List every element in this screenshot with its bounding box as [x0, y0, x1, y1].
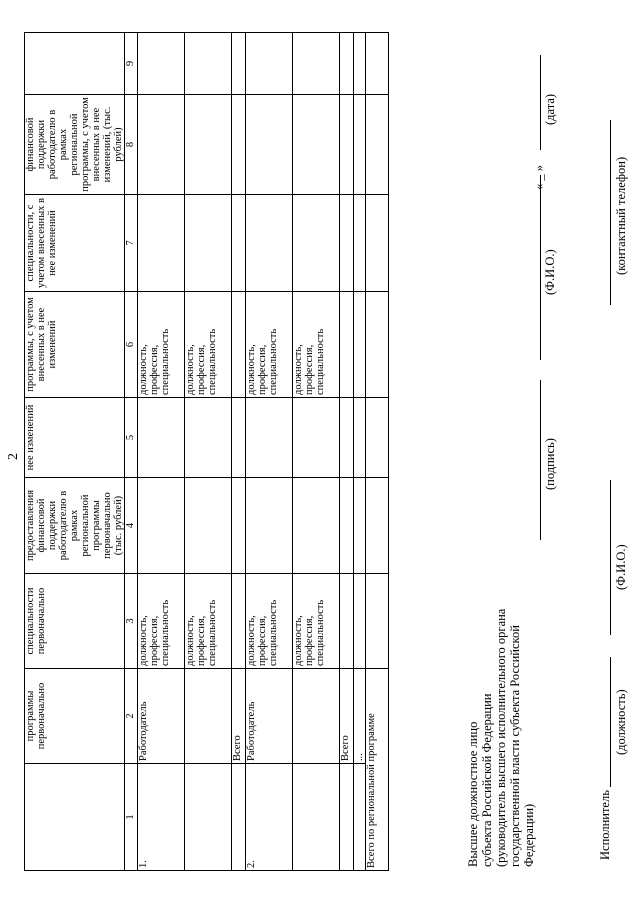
position-caption: (должность): [614, 689, 628, 755]
employer-cell: Работодатель: [246, 669, 293, 764]
row-index-cell: 2.: [246, 764, 293, 871]
empty-cell: [354, 764, 366, 871]
table-row: [185, 33, 232, 871]
empty-cell: [366, 95, 389, 195]
col-number: 5: [125, 398, 138, 478]
ellipsis-label: ...: [354, 669, 366, 764]
column-numbers-row: [125, 33, 138, 871]
row-index-cell: 1.: [138, 764, 185, 871]
signature-caption: (подпись): [543, 438, 557, 490]
empty-cell: [232, 764, 246, 871]
position-cell: должность, профессия, специальность: [185, 574, 232, 669]
empty-cell: [232, 574, 246, 669]
col-number: 7: [125, 195, 138, 292]
empty-cell: [366, 292, 389, 398]
position-cell: должность, профессия, специальность: [246, 574, 293, 669]
empty-cell: [293, 478, 340, 574]
col-number: 3: [125, 574, 138, 669]
official-line: Федерации): [522, 803, 536, 867]
program-table: [24, 32, 389, 871]
official-line: Высшее должностное лицо: [466, 721, 480, 867]
col-number: 2: [125, 669, 138, 764]
phone-caption: (контактный телефон): [614, 156, 628, 275]
empty-cell: [354, 95, 366, 195]
empty-cell: [246, 195, 293, 292]
empty-cell: [232, 95, 246, 195]
empty-cell: [293, 195, 340, 292]
empty-cell: [185, 478, 232, 574]
empty-cell: [138, 95, 185, 195]
empty-cell: [293, 95, 340, 195]
empty-cell: [293, 669, 340, 764]
empty-cell: [340, 478, 354, 574]
page-number: 2: [6, 453, 21, 460]
empty-cell: [185, 195, 232, 292]
employer-cell: Работодатель: [138, 669, 185, 764]
empty-cell: [354, 292, 366, 398]
col-number: 8: [125, 95, 138, 195]
header-col-1: [25, 764, 125, 871]
header-col-7: специальности, с учетом внесенных в нее изменений: [25, 195, 125, 292]
empty-cell: [246, 478, 293, 574]
table-row: [138, 33, 185, 871]
empty-cell: [232, 292, 246, 398]
table-row: [293, 33, 340, 871]
col-number: 4: [125, 478, 138, 574]
empty-cell: [232, 33, 246, 95]
header-col-2: программы первоначально: [25, 669, 125, 764]
executor-label: Исполнитель: [598, 790, 612, 860]
empty-cell: [354, 33, 366, 95]
empty-cell: [366, 478, 389, 574]
empty-cell: [232, 398, 246, 478]
official-line: (руководитель высшего исполнительного органа: [494, 608, 508, 867]
table-row: [246, 33, 293, 871]
position-cell: должность, профессия, специальность: [246, 292, 293, 398]
fio-line: [540, 175, 541, 360]
empty-cell: [185, 95, 232, 195]
empty-cell: [246, 398, 293, 478]
empty-cell: [246, 95, 293, 195]
empty-cell: [340, 33, 354, 95]
empty-cell: [138, 195, 185, 292]
col-number: 6: [125, 292, 138, 398]
position-line: [610, 657, 611, 787]
empty-cell: [185, 33, 232, 95]
fio-caption: (Ф.И.О.): [543, 249, 557, 295]
empty-cell: [185, 764, 232, 871]
grand-total-label: Всего по региональной программе: [366, 669, 389, 871]
executor-fio-line: [610, 480, 611, 635]
header-col-6: программы, с учетом внесенных в нее изменений: [25, 292, 125, 398]
table-row-total: [232, 33, 246, 871]
empty-cell: [340, 398, 354, 478]
empty-cell: [138, 398, 185, 478]
empty-cell: [354, 574, 366, 669]
empty-cell: [366, 33, 389, 95]
table-row-ellipsis: [354, 33, 366, 871]
official-line: субъекта Российской Федерации: [480, 693, 494, 867]
empty-cell: [366, 574, 389, 669]
position-cell: должность, профессия, специальность: [138, 292, 185, 398]
empty-cell: [354, 398, 366, 478]
official-title-block: [466, 609, 536, 867]
empty-cell: [185, 669, 232, 764]
position-cell: должность, профессия, специальность: [138, 574, 185, 669]
empty-cell: [366, 195, 389, 292]
date-line: [540, 55, 541, 150]
position-cell: должность, профессия, специальность: [293, 292, 340, 398]
empty-cell: [246, 33, 293, 95]
executor-fio-caption: (Ф.И.О.): [614, 544, 628, 590]
total-label: Всего: [232, 669, 246, 764]
table-row-grand-total: [366, 33, 389, 871]
date-caption: (дата): [543, 93, 557, 125]
empty-cell: [340, 764, 354, 871]
empty-cell: [138, 33, 185, 95]
official-line: государственной власти субъекта Российской: [508, 625, 522, 867]
empty-cell: [293, 33, 340, 95]
phone-line: [610, 120, 611, 305]
position-cell: должность, профессия, специальность: [185, 292, 232, 398]
empty-cell: [293, 764, 340, 871]
header-col-8: финансовой поддержки работодателю в рамках региональной программы, с учетом внесенных в нее изменений, (тыс. рублей): [25, 95, 125, 195]
total-label: Всего: [340, 669, 354, 764]
header-col-3: специальности первоначально: [25, 574, 125, 669]
signature-line: [540, 380, 541, 540]
table-row-total: [340, 33, 354, 871]
date-quotes: « _ »: [532, 165, 546, 190]
empty-cell: [366, 398, 389, 478]
empty-cell: [354, 478, 366, 574]
col-number: 1: [125, 764, 138, 871]
header-col-9: [25, 33, 125, 95]
header-col-5: нее изменений: [25, 398, 125, 478]
empty-cell: [232, 195, 246, 292]
empty-cell: [340, 195, 354, 292]
empty-cell: [293, 398, 340, 478]
empty-cell: [232, 478, 246, 574]
empty-cell: [340, 95, 354, 195]
col-number: 9: [125, 33, 138, 95]
empty-cell: [340, 292, 354, 398]
empty-cell: [138, 478, 185, 574]
header-col-4: предоставления финансовой поддержки работодателю в рамках региональной программы первоначально (тыс. рублей): [25, 478, 125, 574]
empty-cell: [340, 574, 354, 669]
empty-cell: [185, 398, 232, 478]
empty-cell: [354, 195, 366, 292]
position-cell: должность, профессия, специальность: [293, 574, 340, 669]
